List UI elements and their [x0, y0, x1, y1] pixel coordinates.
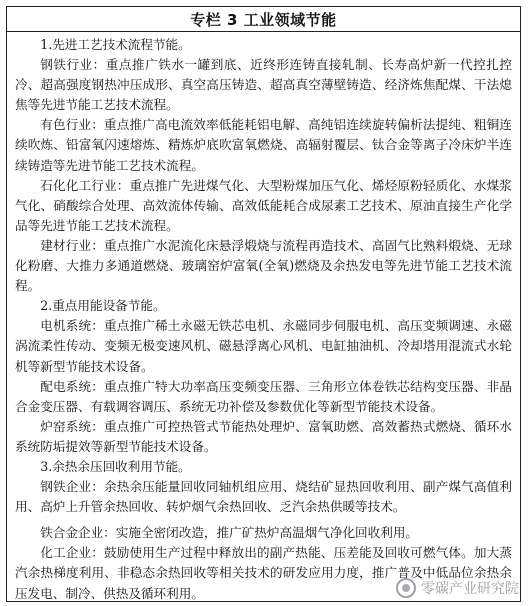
- section-heading-2: 2.重点用能设备节能。: [40, 298, 166, 314]
- watermark-text: 零碳产业研究院: [421, 581, 519, 597]
- feature-box: [6, 6, 521, 602]
- paragraph-ferroalloy: 铁合金企业：实施全密闭改造，推广矿热炉高温烟气净化回收利用。: [40, 525, 418, 541]
- paragraph-steel-waste-heat: 钢铁企业：余热余压能量回收同轴机组应用、烧结矿显热回收利用、副产煤气高值利用、高炉上升管余热回收、转炉烟气余热回收、乏汽余热供暖等技术。: [15, 479, 512, 515]
- paragraph-distribution-system: 配电系统：重点推广特大功率高压变频变压器、三角形立体卷铁芯结构变压器、非晶合金变压器、有载调容调压、系统无功补偿及参数优化等新型节能技术设备。: [15, 378, 512, 414]
- paragraph-nonferrous-process: 有色行业：重点推广高电流效率低能耗铝电解、高纯铝连续旋转偏析法提纯、粗铜连续吹炼、铅富氧闪速熔炼、精炼炉底吹富氧燃烧、高辐射覆层、钛合金等离子冷床炉半连续铸造等先进节能工艺技术流程。: [15, 117, 512, 173]
- paragraph-chemical-waste-heat: 化工企业：鼓励使用生产过程中释放出的副产热能、压差能及回收可燃气体。加大蒸汽余热梯度利用、非稳态余热回收等相关技术的研发应用力度，推广普及中低品位余热余压发电、制冷、供热及循环利用。: [15, 545, 512, 601]
- box-title: 专栏 3 工业领域节能: [7, 7, 520, 32]
- paragraph-kiln-system: 炉窑系统：重点推广可控热管式节能热处理炉、富氧助燃、高效蓄热式燃烧、循环水系统防垢提效等新型节能技术设备。: [15, 418, 512, 454]
- paragraph-motor-system: 电机系统：重点推广稀土永磁无铁芯电机、永磁同步伺服电机、高压变频调速、永磁涡流柔性传动、变频无极变速风机、磁悬浮离心风机、电缸抽油机、冷却塔用混流式水轮机等新型节能技术设备。: [15, 318, 512, 374]
- paragraph-building-materials-process: 建材行业：重点推广水泥流化床悬浮煅烧与流程再造技术、高固气比熟料煅烧、无球化粉磨、大推力多通道燃烧、玻璃窑炉富氧(全氧)燃烧及余热发电等先进节能工艺技术流程。: [15, 237, 512, 294]
- paragraph-petrochemical-process: 石化化工行业：重点推广先进煤气化、大型粉煤加压气化、烯烃原粉轻质化、水煤浆气化、硝酸综合处理、高效流体传输、高效低能耗合成尿素工艺技术、原油直接生产化学品等先进节能工艺技术流程。: [15, 177, 512, 233]
- paragraph-steel-process: 钢铁行业：重点推广铁水一罐到底、近终形连铸直接轧制、长寿高炉新一代控扎控冷、超高强度钢热冲压成形、真空高压铸造、超高真空薄壁铸造、经济炼焦配煤、干法熄焦等先进节能工艺技术流程。: [15, 57, 512, 113]
- section-heading-1: 1.先进工艺技术流程节能。: [40, 37, 191, 52]
- box-content: [7, 32, 520, 602]
- section-heading-3: 3.余热余压回收利用节能。: [40, 458, 191, 474]
